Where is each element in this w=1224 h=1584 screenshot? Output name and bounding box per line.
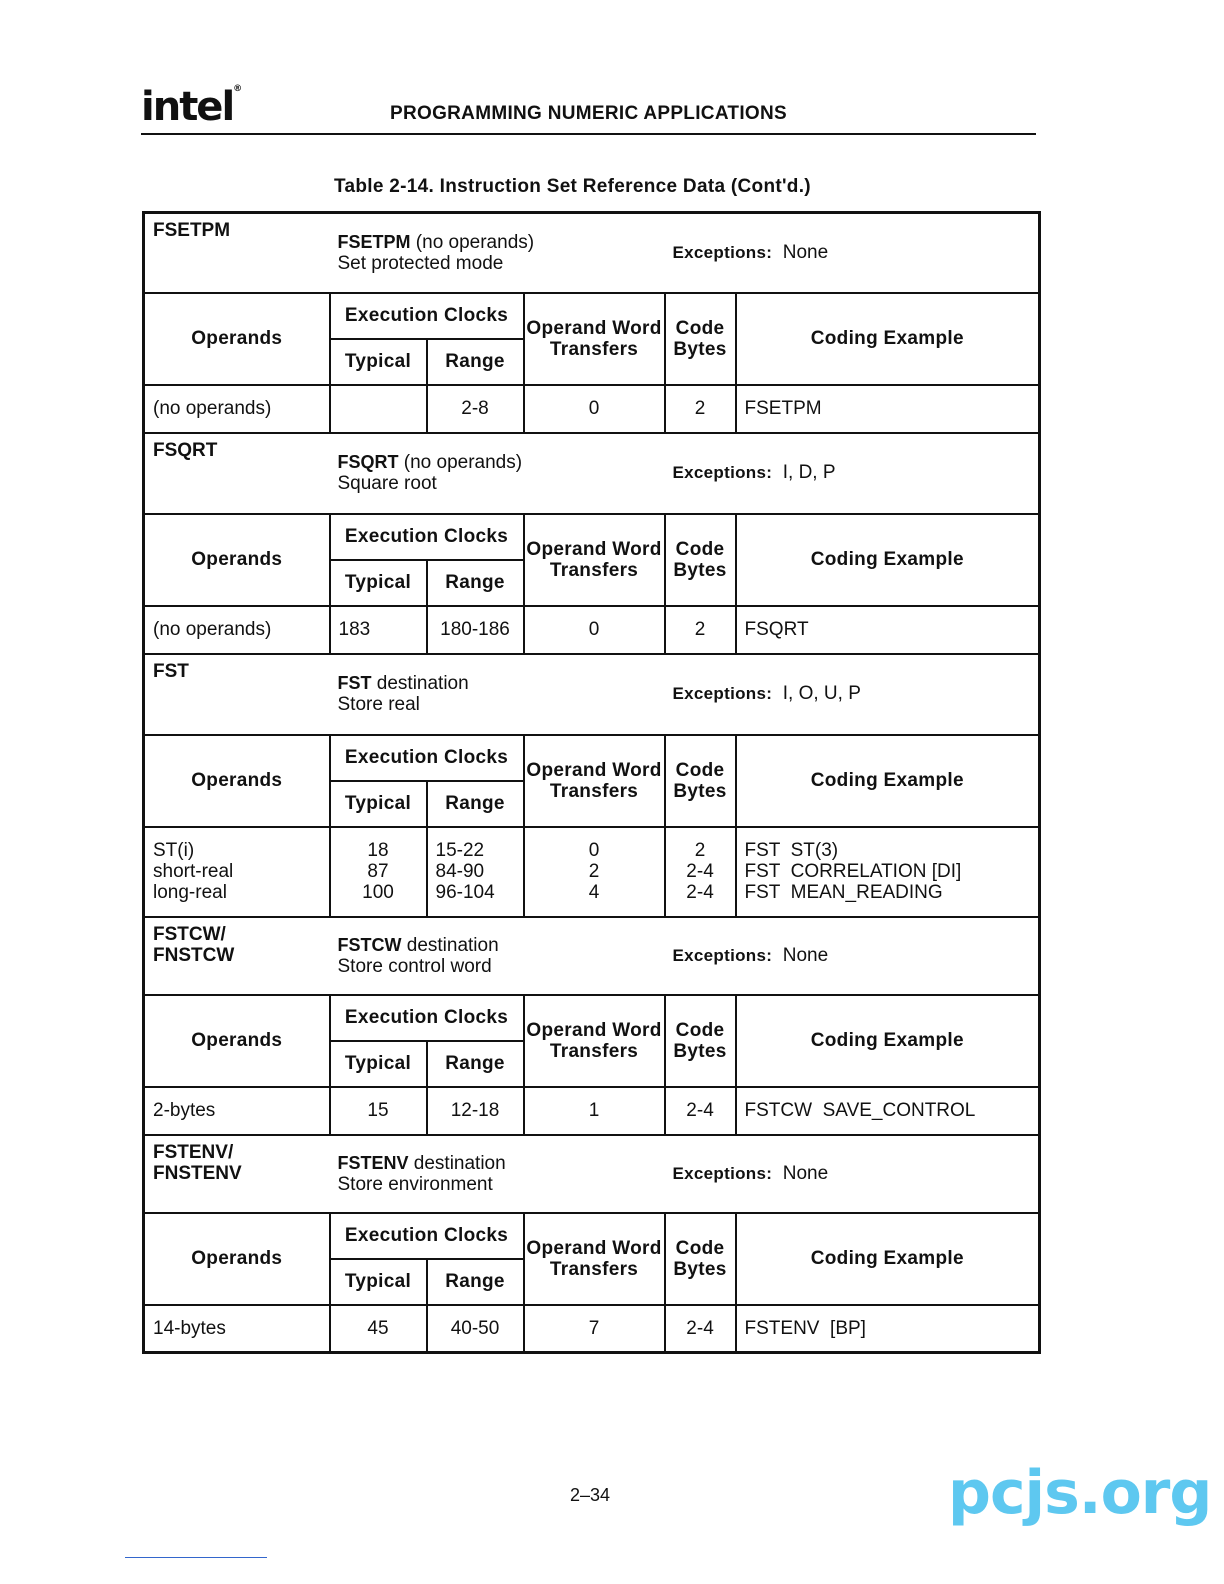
range-header: Range: [427, 339, 524, 385]
header-divider: [141, 133, 1036, 135]
column-header-row: [144, 293, 1040, 339]
bytes-cell: 2 2-4 2-4: [665, 827, 736, 917]
example-cell: FSTCW SAVE_CONTROL: [736, 1087, 1040, 1135]
instruction-mnemonic: FSTENV/ FNSTENV: [144, 1135, 330, 1213]
table-row: [144, 827, 1040, 917]
instruction-syntax: FSTCW destination Store control word: [330, 917, 665, 995]
instruction-exceptions: Exceptions: I, O, U, P: [665, 654, 1040, 735]
instruction-mnemonic: FSQRT: [144, 433, 330, 514]
table-row: [144, 385, 1040, 433]
execution-clocks-header: Execution Clocks: [330, 514, 524, 560]
intel-logo: intel®: [141, 84, 243, 130]
table-row: [144, 1087, 1040, 1135]
execution-clocks-header: Execution Clocks: [330, 1213, 524, 1259]
instruction-syntax: FSETPM (no operands) Set protected mode: [330, 213, 665, 293]
range-header: Range: [427, 560, 524, 606]
instruction-exceptions: Exceptions: I, D, P: [665, 433, 1040, 514]
range-cell: 2-8: [427, 385, 524, 433]
instruction-mnemonic: FSETPM: [144, 213, 330, 293]
table-caption: Table 2-14. Instruction Set Reference Data (Cont'd.): [334, 176, 811, 197]
instruction-exceptions: Exceptions: None: [665, 917, 1040, 995]
instruction-header-fsetpm: [144, 213, 1040, 293]
range-cell: 12-18: [427, 1087, 524, 1135]
coding-example-header: Coding Example: [736, 514, 1040, 606]
operands-header: Operands: [144, 1213, 330, 1305]
column-header-row: [144, 1213, 1040, 1259]
code-bytes-header: Code Bytes: [665, 995, 736, 1087]
typical-cell: 15: [330, 1087, 427, 1135]
execution-clocks-header: Execution Clocks: [330, 995, 524, 1041]
typical-header: Typical: [330, 1041, 427, 1087]
example-cell: FSETPM: [736, 385, 1040, 433]
code-bytes-header: Code Bytes: [665, 514, 736, 606]
operands-cell: (no operands): [144, 385, 330, 433]
bottom-link-underline: [125, 1557, 267, 1558]
operands-cell: (no operands): [144, 606, 330, 654]
typical-header: Typical: [330, 1259, 427, 1305]
transfers-cell: 7: [524, 1305, 665, 1353]
column-header-row: [144, 735, 1040, 781]
operand-word-transfers-header: Operand Word Transfers: [524, 995, 665, 1087]
transfers-cell: 0: [524, 385, 665, 433]
code-bytes-header: Code Bytes: [665, 1213, 736, 1305]
operands-header: Operands: [144, 995, 330, 1087]
operands-cell: 14-bytes: [144, 1305, 330, 1353]
range-header: Range: [427, 1259, 524, 1305]
instruction-exceptions: Exceptions: None: [665, 213, 1040, 293]
bytes-cell: 2: [665, 385, 736, 433]
operand-word-transfers-header: Operand Word Transfers: [524, 1213, 665, 1305]
typical-header: Typical: [330, 781, 427, 827]
operand-word-transfers-header: Operand Word Transfers: [524, 293, 665, 385]
range-cell: 40-50: [427, 1305, 524, 1353]
registered-mark: ®: [233, 84, 243, 94]
operand-word-transfers-header: Operand Word Transfers: [524, 735, 665, 827]
column-header-row: [144, 514, 1040, 560]
code-bytes-header: Code Bytes: [665, 735, 736, 827]
instruction-syntax: FSQRT (no operands) Square root: [330, 433, 665, 514]
bytes-cell: 2-4: [665, 1087, 736, 1135]
transfers-cell: 0: [524, 606, 665, 654]
instruction-header-fsqrt: [144, 433, 1040, 514]
range-cell: 15-22 84-90 96-104: [427, 827, 524, 917]
typical-cell: [330, 385, 427, 433]
transfers-cell: 0 2 4: [524, 827, 665, 917]
typical-cell: 183: [330, 606, 427, 654]
bytes-cell: 2: [665, 606, 736, 654]
pcjs-watermark[interactable]: pcjs.org: [948, 1458, 1212, 1528]
execution-clocks-header: Execution Clocks: [330, 293, 524, 339]
instruction-syntax: FSTENV destination Store environment: [330, 1135, 665, 1213]
header-title: PROGRAMMING NUMERIC APPLICATIONS: [390, 103, 787, 124]
example-cell: FST ST(3) FST CORRELATION [DI] FST MEAN_READING: [736, 827, 1040, 917]
coding-example-header: Coding Example: [736, 1213, 1040, 1305]
range-header: Range: [427, 1041, 524, 1087]
example-cell: FSTENV [BP]: [736, 1305, 1040, 1353]
coding-example-header: Coding Example: [736, 995, 1040, 1087]
instruction-mnemonic: FSTCW/ FNSTCW: [144, 917, 330, 995]
bytes-cell: 2-4: [665, 1305, 736, 1353]
instruction-syntax: FST destination Store real: [330, 654, 665, 735]
execution-clocks-header: Execution Clocks: [330, 735, 524, 781]
table-row: [144, 606, 1040, 654]
transfers-cell: 1: [524, 1087, 665, 1135]
operands-header: Operands: [144, 735, 330, 827]
range-header: Range: [427, 781, 524, 827]
code-bytes-header: Code Bytes: [665, 293, 736, 385]
typical-header: Typical: [330, 560, 427, 606]
range-cell: 180-186: [427, 606, 524, 654]
typical-header: Typical: [330, 339, 427, 385]
operands-header: Operands: [144, 514, 330, 606]
example-cell: FSQRT: [736, 606, 1040, 654]
operands-header: Operands: [144, 293, 330, 385]
operands-cell: ST(i) short-real long-real: [144, 827, 330, 917]
instruction-header-fstcw: [144, 917, 1040, 995]
instruction-mnemonic: FST: [144, 654, 330, 735]
instruction-reference-table: [142, 211, 1041, 1354]
coding-example-header: Coding Example: [736, 293, 1040, 385]
page-number: 2–34: [570, 1485, 611, 1505]
typical-cell: 18 87 100: [330, 827, 427, 917]
instruction-header-fst: [144, 654, 1040, 735]
operand-word-transfers-header: Operand Word Transfers: [524, 514, 665, 606]
column-header-row: [144, 995, 1040, 1041]
instruction-header-fstenv: [144, 1135, 1040, 1213]
instruction-exceptions: Exceptions: None: [665, 1135, 1040, 1213]
operands-cell: 2-bytes: [144, 1087, 330, 1135]
typical-cell: 45: [330, 1305, 427, 1353]
coding-example-header: Coding Example: [736, 735, 1040, 827]
table-row: [144, 1305, 1040, 1353]
